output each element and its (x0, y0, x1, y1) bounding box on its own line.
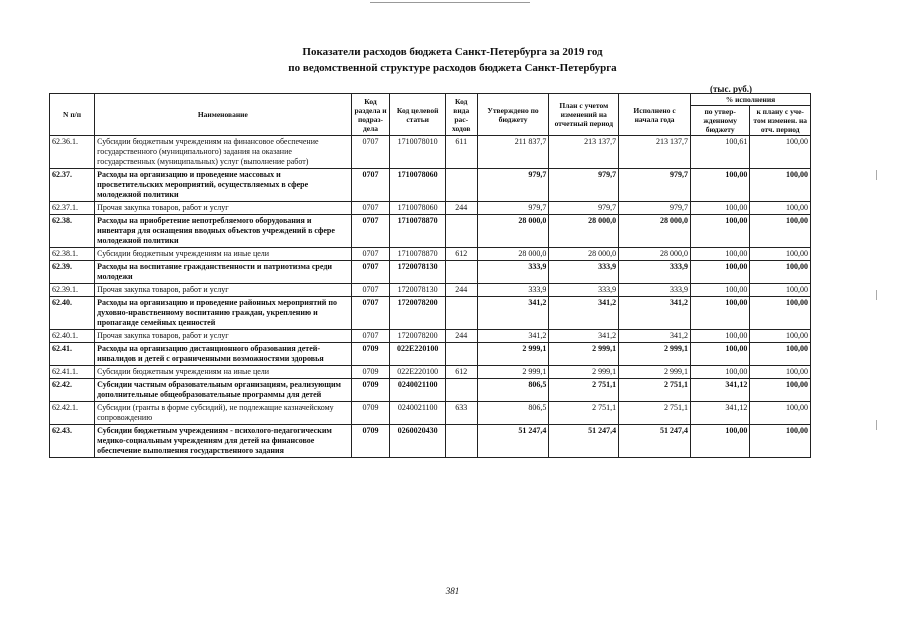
cell-kind: 244 (445, 284, 477, 297)
cell-approved: 806,5 (477, 379, 549, 402)
col-num-header: N п/п (50, 94, 95, 136)
cell-pct-budget: 100,00 (690, 248, 749, 261)
cell-plan: 28 000,0 (549, 248, 619, 261)
cell-pct-budget: 100,00 (690, 169, 749, 202)
table-row (50, 402, 811, 425)
cell-pct-plan: 100,00 (750, 425, 811, 458)
cell-approved: 341,2 (477, 297, 549, 330)
cell-name: Расходы на организацию дистанционного образования детей-инвалидов и детей с ограниченными возможностями здоровья (95, 343, 351, 366)
cell-pct-budget: 100,00 (690, 330, 749, 343)
cell-pct-plan: 100,00 (750, 379, 811, 402)
cell-num: 62.37. (50, 169, 95, 202)
scan-margin-mark (876, 170, 877, 180)
cell-pct-budget: 100,00 (690, 202, 749, 215)
cell-num: 62.41.1. (50, 366, 95, 379)
cell-plan: 341,2 (549, 330, 619, 343)
table-row (50, 425, 811, 458)
cell-kind (445, 169, 477, 202)
cell-pct-plan: 100,00 (750, 169, 811, 202)
cell-executed: 51 247,4 (619, 425, 691, 458)
table-row (50, 379, 811, 402)
cell-section: 0707 (351, 284, 390, 297)
cell-kind: 244 (445, 330, 477, 343)
cell-num: 62.38. (50, 215, 95, 248)
cell-approved: 28 000,0 (477, 215, 549, 248)
table-row (50, 343, 811, 366)
units-label: (тыс. руб.) (710, 84, 752, 94)
cell-executed: 2 751,1 (619, 402, 691, 425)
cell-pct-plan: 100,00 (750, 215, 811, 248)
cell-executed: 333,9 (619, 261, 691, 284)
table-row (50, 136, 811, 169)
cell-num: 62.42.1. (50, 402, 95, 425)
cell-kind (445, 343, 477, 366)
cell-name: Прочая закупка товаров, работ и услуг (95, 330, 351, 343)
cell-kind (445, 425, 477, 458)
col-name-header: Наименование (95, 94, 351, 136)
cell-pct-plan: 100,00 (750, 343, 811, 366)
cell-target: 022E220100 (390, 366, 445, 379)
cell-pct-plan: 100,00 (750, 136, 811, 169)
cell-target: 0240021100 (390, 402, 445, 425)
cell-num: 62.43. (50, 425, 95, 458)
header-row-1 (50, 94, 811, 106)
cell-name: Расходы на организацию и проведение районных мероприятий по духовно-нравственному воспитанию граждан, укреплению и пропаганде семейных ценностей (95, 297, 351, 330)
cell-plan: 2 751,1 (549, 402, 619, 425)
cell-name: Субсидии (гранты в форме субсидий), не подлежащие казначейскому сопровождению (95, 402, 351, 425)
cell-pct-plan: 100,00 (750, 261, 811, 284)
cell-pct-plan: 100,00 (750, 330, 811, 343)
cell-pct-budget: 100,00 (690, 425, 749, 458)
cell-approved: 341,2 (477, 330, 549, 343)
cell-plan: 979,7 (549, 169, 619, 202)
cell-name: Прочая закупка товаров, работ и услуг (95, 202, 351, 215)
cell-pct-plan: 100,00 (750, 402, 811, 425)
cell-plan: 979,7 (549, 202, 619, 215)
cell-name: Субсидии бюджетным учреждениям на финансовое обеспечение государственного (муниципального) задания на оказание государственных (муниципальных) услуг (выполнение работ) (95, 136, 351, 169)
col-pct-budget-header: по утвер-жденному бюджету (690, 106, 749, 136)
budget-table (49, 93, 811, 458)
table-body (50, 136, 811, 458)
cell-executed: 979,7 (619, 169, 691, 202)
cell-pct-budget: 341,12 (690, 402, 749, 425)
cell-pct-budget: 100,00 (690, 261, 749, 284)
table-row (50, 215, 811, 248)
cell-plan: 341,2 (549, 297, 619, 330)
cell-plan: 213 137,7 (549, 136, 619, 169)
cell-kind (445, 215, 477, 248)
table-row (50, 366, 811, 379)
cell-section: 0707 (351, 297, 390, 330)
cell-num: 62.40. (50, 297, 95, 330)
cell-name: Прочая закупка товаров, работ и услуг (95, 284, 351, 297)
table-row (50, 330, 811, 343)
cell-name: Субсидии бюджетным учреждениям на иные цели (95, 248, 351, 261)
scan-margin-mark (876, 290, 877, 300)
cell-section: 0707 (351, 261, 390, 284)
cell-kind: 611 (445, 136, 477, 169)
title-line-1: Показатели расходов бюджета Санкт-Петербурга за 2019 год (302, 46, 603, 58)
table-row (50, 202, 811, 215)
cell-section: 0707 (351, 215, 390, 248)
cell-target: 1710078010 (390, 136, 445, 169)
cell-target: 1720078130 (390, 284, 445, 297)
cell-approved: 28 000,0 (477, 248, 549, 261)
cell-pct-plan: 100,00 (750, 202, 811, 215)
cell-kind: 612 (445, 248, 477, 261)
cell-approved: 2 999,1 (477, 343, 549, 366)
cell-kind: 612 (445, 366, 477, 379)
cell-section: 0709 (351, 402, 390, 425)
title-line-2: по ведомственной структуре расходов бюджета Санкт-Петербурга (288, 62, 617, 74)
cell-kind: 244 (445, 202, 477, 215)
cell-target: 1710078870 (390, 248, 445, 261)
cell-executed: 2 999,1 (619, 366, 691, 379)
col-approved-header: Утверждено по бюджету (477, 94, 549, 136)
cell-pct-budget: 100,00 (690, 215, 749, 248)
col-executed-header: Исполнено с начала года (619, 94, 691, 136)
cell-target: 1720078130 (390, 261, 445, 284)
cell-num: 62.39. (50, 261, 95, 284)
cell-kind (445, 261, 477, 284)
cell-plan: 2 999,1 (549, 366, 619, 379)
cell-approved: 2 999,1 (477, 366, 549, 379)
cell-target: 1710078060 (390, 169, 445, 202)
cell-approved: 979,7 (477, 202, 549, 215)
cell-target: 1710078060 (390, 202, 445, 215)
col-pct-plan-header: к плану с уче-том изменен. на отч. период (750, 106, 811, 136)
cell-section: 0707 (351, 169, 390, 202)
cell-num: 62.36.1. (50, 136, 95, 169)
cell-approved: 979,7 (477, 169, 549, 202)
cell-pct-budget: 100,00 (690, 366, 749, 379)
col-target-header: Код целевой статьи (390, 94, 445, 136)
page-number: 381 (445, 586, 460, 596)
cell-name: Субсидии бюджетным учреждениям - психолого-педагогическим медико-социальным учреждениям для детей на финансовое обеспечение выполнения государственного задания (95, 425, 351, 458)
cell-num: 62.38.1. (50, 248, 95, 261)
cell-pct-budget: 341,12 (690, 379, 749, 402)
cell-section: 0709 (351, 366, 390, 379)
cell-kind: 633 (445, 402, 477, 425)
cell-plan: 333,9 (549, 284, 619, 297)
cell-executed: 28 000,0 (619, 215, 691, 248)
col-kind-header: Код вида рас-ходов (445, 94, 477, 136)
cell-num: 62.42. (50, 379, 95, 402)
cell-plan: 333,9 (549, 261, 619, 284)
cell-executed: 341,2 (619, 330, 691, 343)
cell-approved: 333,9 (477, 261, 549, 284)
table-row (50, 248, 811, 261)
col-section-header: Код раздела и подраз-дела (351, 94, 390, 136)
cell-approved: 333,9 (477, 284, 549, 297)
cell-pct-plan: 100,00 (750, 366, 811, 379)
cell-name: Расходы на воспитание гражданственности и патриотизма среди молодежи (95, 261, 351, 284)
cell-name: Расходы на организацию и проведение массовых и просветительских мероприятий, осуществляемых в сфере молодежной политики (95, 169, 351, 202)
table-row (50, 169, 811, 202)
cell-plan: 2 751,1 (549, 379, 619, 402)
cell-target: 1710078870 (390, 215, 445, 248)
cell-executed: 213 137,7 (619, 136, 691, 169)
cell-section: 0707 (351, 330, 390, 343)
cell-num: 62.39.1. (50, 284, 95, 297)
cell-kind (445, 379, 477, 402)
page-title (0, 44, 905, 76)
cell-section: 0707 (351, 202, 390, 215)
col-pct-group-header: % исполнения (690, 94, 810, 106)
cell-executed: 28 000,0 (619, 248, 691, 261)
cell-approved: 806,5 (477, 402, 549, 425)
cell-section: 0709 (351, 425, 390, 458)
cell-target: 1720078200 (390, 330, 445, 343)
scan-margin-mark (876, 420, 877, 430)
cell-pct-budget: 100,00 (690, 297, 749, 330)
cell-executed: 333,9 (619, 284, 691, 297)
cell-plan: 51 247,4 (549, 425, 619, 458)
table-row (50, 284, 811, 297)
cell-name: Субсидии частным образовательным организациям, реализующим дополнительные общеобразовательные программы для детей (95, 379, 351, 402)
cell-executed: 341,2 (619, 297, 691, 330)
cell-pct-budget: 100,00 (690, 284, 749, 297)
cell-num: 62.41. (50, 343, 95, 366)
table-row (50, 261, 811, 284)
cell-target: 1720078200 (390, 297, 445, 330)
cell-target: 0240021100 (390, 379, 445, 402)
cell-pct-budget: 100,00 (690, 343, 749, 366)
cell-name: Субсидии бюджетным учреждениям на иные цели (95, 366, 351, 379)
cell-section: 0709 (351, 343, 390, 366)
cell-pct-budget: 100,61 (690, 136, 749, 169)
scan-top-line (370, 2, 530, 3)
cell-section: 0709 (351, 379, 390, 402)
cell-pct-plan: 100,00 (750, 284, 811, 297)
cell-section: 0707 (351, 136, 390, 169)
cell-executed: 979,7 (619, 202, 691, 215)
cell-approved: 51 247,4 (477, 425, 549, 458)
col-plan-header: План с учетом изменений на отчетный период (549, 94, 619, 136)
cell-plan: 28 000,0 (549, 215, 619, 248)
cell-kind (445, 297, 477, 330)
cell-num: 62.40.1. (50, 330, 95, 343)
cell-target: 0260020430 (390, 425, 445, 458)
cell-name: Расходы на приобретение непотребляемого оборудования и инвентаря для оснащения вводных объектов учреждений в сфере молодежной политики (95, 215, 351, 248)
cell-target: 022E220100 (390, 343, 445, 366)
cell-pct-plan: 100,00 (750, 248, 811, 261)
table-row (50, 297, 811, 330)
cell-num: 62.37.1. (50, 202, 95, 215)
cell-approved: 211 837,7 (477, 136, 549, 169)
cell-plan: 2 999,1 (549, 343, 619, 366)
cell-executed: 2 751,1 (619, 379, 691, 402)
cell-executed: 2 999,1 (619, 343, 691, 366)
cell-pct-plan: 100,00 (750, 297, 811, 330)
cell-section: 0707 (351, 248, 390, 261)
